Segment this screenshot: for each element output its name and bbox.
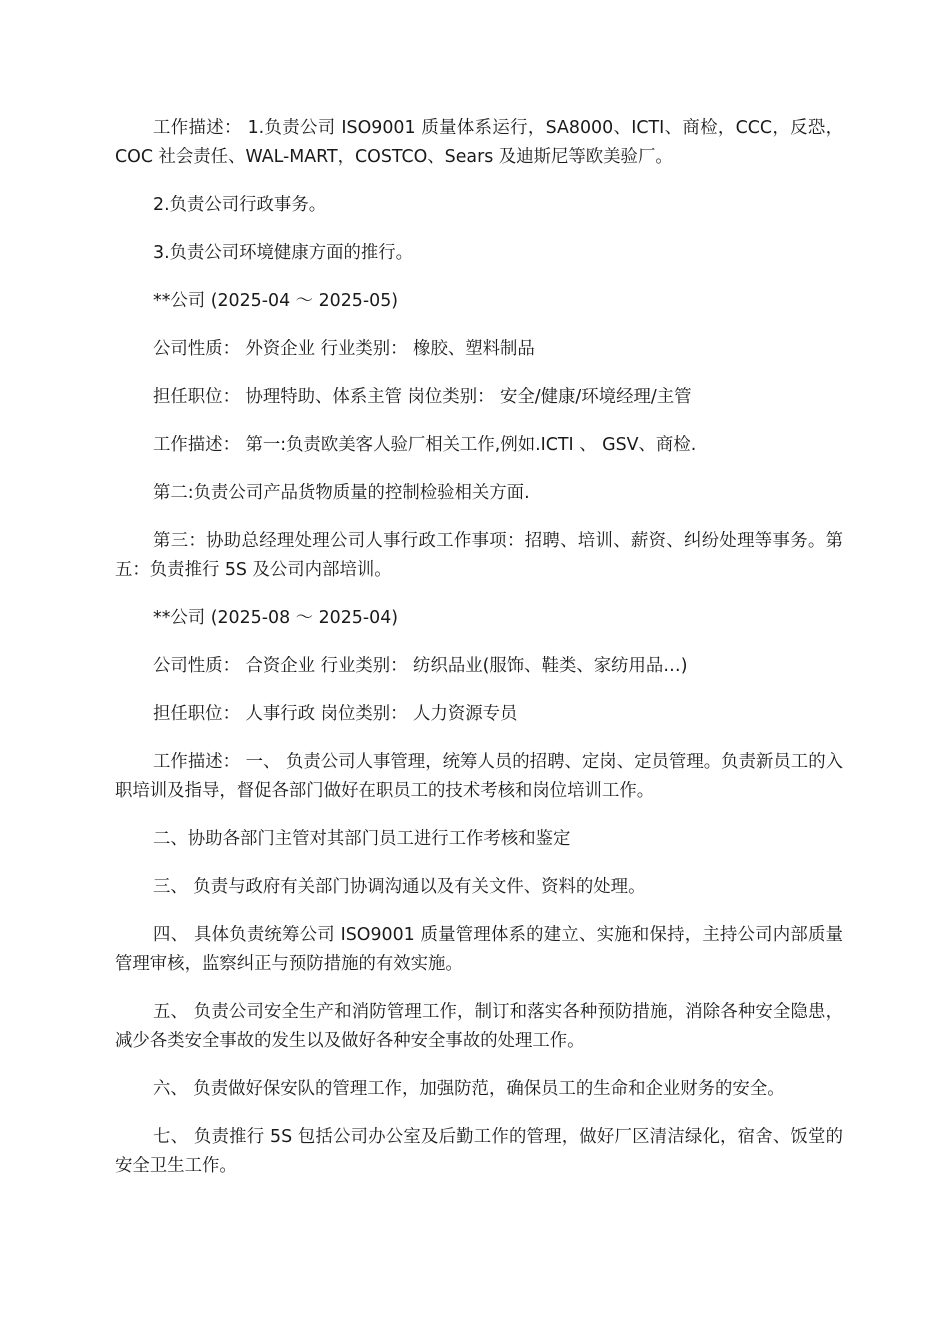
duty-item-5: 五、 负责公司安全生产和消防管理工作，制订和落实各种预防措施，消除各种安全隐患，减少各类安全事故的发生以及做好各种安全事故的处理工作。 [115, 1002, 843, 1051]
duty-admin: 2.负责公司行政事务。 [153, 195, 327, 215]
job-description-3: 工作描述： 一、 负责公司人事管理，统筹人员的招聘、定岗、定员管理。负责新员工的入职培训及指导，督促各部门做好在职员工的技术考核和岗位培训工作。 [115, 752, 843, 801]
duty-hr-assist: 第三：协助总经理处理公司人事行政工作事项：招聘、培训、薪资、纠纷处理等事务。第五：负责推行 5S 及公司内部培训。 [115, 531, 843, 580]
duty-ehs: 3.负责公司环境健康方面的推行。 [153, 243, 414, 263]
job-description-1: 工作描述： 1.负责公司 ISO9001 质量体系运行，SA8000、ICTI、商检，CCC，反恐，COC 社会责任、WAL-MART，COSTCO、Sears 及迪斯尼等欧美验厂。 [115, 118, 843, 167]
document-page [115, 114, 843, 1200]
duty-quality-control: 第二:负责公司产品货物质量的控制检验相关方面. [153, 483, 530, 503]
duty-item-2: 二、协助各部门主管对其部门员工进行工作考核和鉴定 [153, 829, 571, 849]
position-2: 担任职位： 人事行政 岗位类别： 人力资源专员 [153, 704, 518, 724]
duty-item-3: 三、 负责与政府有关部门协调沟通以及有关文件、资料的处理。 [153, 877, 646, 897]
job-description-2: 工作描述： 第一:负责欧美客人验厂相关工作,例如.ICTI 、 GSV、商检. [153, 435, 697, 455]
company-nature-1: 公司性质： 外资企业 行业类别： 橡胶、塑料制品 [153, 339, 535, 359]
duty-item-7: 七、 负责推行 5S 包括公司办公室及后勤工作的管理，做好厂区清洁绿化，宿舍、饭堂的安全卫生工作。 [115, 1127, 843, 1176]
duty-item-4: 四、 具体负责统筹公司 ISO9001 质量管理体系的建立、实施和保持，主持公司内部质量管理审核，监察纠正与预防措施的有效实施。 [115, 925, 843, 974]
company-heading-2: **公司 (2025-08 ～ 2025-04) [153, 608, 399, 628]
company-heading-1: **公司 (2025-04 ～ 2025-05) [153, 291, 399, 311]
company-nature-2: 公司性质： 合资企业 行业类别： 纺织品业(服饰、鞋类、家纺用品…) [153, 656, 688, 676]
position-1: 担任职位： 协理特助、体系主管 岗位类别： 安全/健康/环境经理/主管 [153, 387, 692, 407]
duty-item-6: 六、 负责做好保安队的管理工作，加强防范，确保员工的生命和企业财务的安全。 [153, 1079, 785, 1099]
